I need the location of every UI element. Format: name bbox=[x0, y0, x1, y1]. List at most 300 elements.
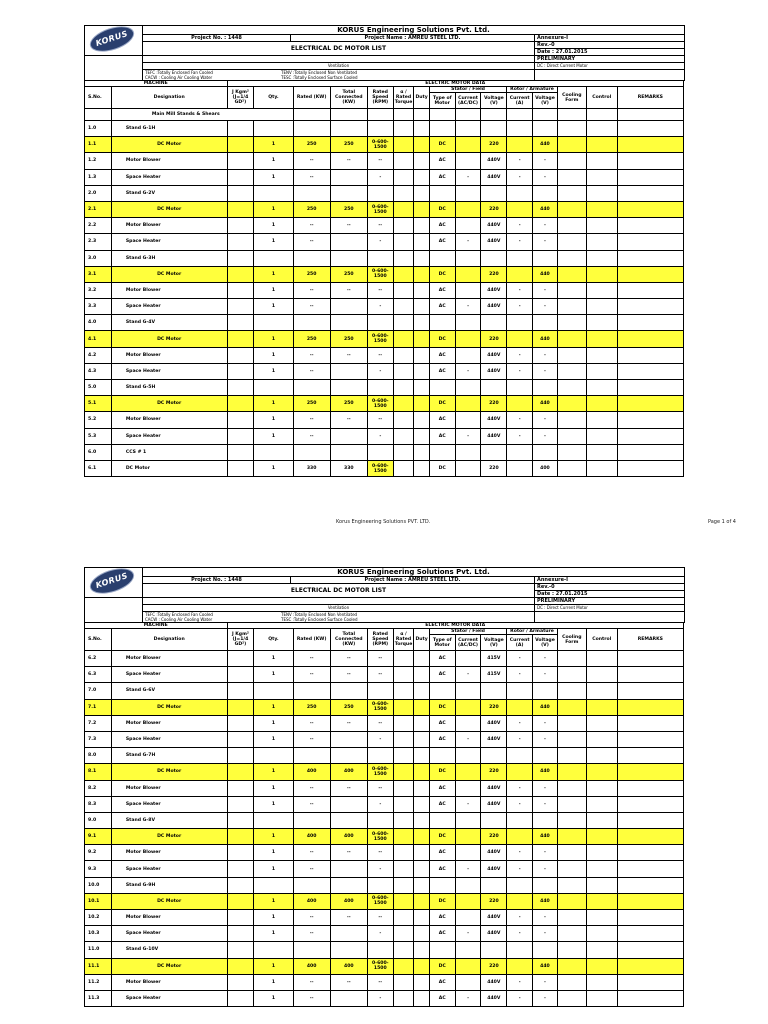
row-empty-cell bbox=[429, 812, 455, 828]
row-rated-speed: 0-600-1500 bbox=[367, 137, 393, 153]
table-row bbox=[85, 667, 684, 683]
row-empty-cell bbox=[429, 250, 455, 266]
row-duty bbox=[414, 974, 429, 990]
row-jkgm bbox=[227, 764, 254, 780]
row-torque bbox=[393, 153, 414, 169]
row-armature-current: - bbox=[507, 796, 533, 812]
row-motor-type: AC bbox=[429, 845, 455, 861]
row-current-acdc bbox=[455, 153, 481, 169]
table-row bbox=[85, 845, 684, 861]
row-torque bbox=[393, 974, 414, 990]
row-empty-cell bbox=[330, 877, 367, 893]
row-control bbox=[586, 651, 617, 667]
row-remarks bbox=[617, 667, 683, 683]
project-no: Project No. : 1448 bbox=[143, 35, 291, 42]
row-armature-current: - bbox=[507, 363, 533, 379]
row-voltage: 440V bbox=[481, 363, 507, 379]
row-current-acdc bbox=[455, 845, 481, 861]
row-empty-cell bbox=[367, 812, 393, 828]
table-row bbox=[85, 829, 684, 845]
row-total-kw bbox=[330, 990, 367, 1006]
row-sno: 7.3 bbox=[85, 731, 112, 747]
row-empty-cell bbox=[455, 942, 481, 958]
row-rated-kw: -- bbox=[293, 990, 330, 1006]
row-designation: Motor Blower bbox=[111, 153, 227, 169]
row-empty-cell bbox=[414, 185, 429, 201]
row-rated-speed: -- bbox=[367, 780, 393, 796]
row-designation: Space Heater bbox=[111, 731, 227, 747]
row-empty-cell bbox=[507, 812, 533, 828]
row-designation: Stand G-5H bbox=[111, 380, 227, 396]
row-empty-cell bbox=[254, 812, 293, 828]
table-row bbox=[85, 926, 684, 942]
row-empty-cell bbox=[293, 444, 330, 460]
row-rated-kw: -- bbox=[293, 651, 330, 667]
row-armature-voltage: 440 bbox=[533, 137, 558, 153]
row-current-acdc: - bbox=[455, 731, 481, 747]
row-qty: 1 bbox=[254, 667, 293, 683]
row-current-acdc bbox=[455, 218, 481, 234]
row-remarks bbox=[617, 796, 683, 812]
col-rated-kw: Rated (KW) bbox=[293, 629, 330, 651]
row-armature-current bbox=[507, 958, 533, 974]
row-jkgm bbox=[227, 715, 254, 731]
row-empty-cell bbox=[367, 942, 393, 958]
row-jkgm bbox=[227, 201, 254, 217]
row-armature-voltage: - bbox=[533, 926, 558, 942]
row-control bbox=[586, 460, 617, 476]
row-armature-voltage: - bbox=[533, 845, 558, 861]
row-motor-type: AC bbox=[429, 282, 455, 298]
row-qty: 1 bbox=[254, 460, 293, 476]
row-sno: 5.0 bbox=[85, 380, 112, 396]
row-control bbox=[586, 731, 617, 747]
row-empty-cell bbox=[617, 683, 683, 699]
row-remarks bbox=[617, 910, 683, 926]
row-empty-cell bbox=[293, 380, 330, 396]
row-sno: 8.2 bbox=[85, 780, 112, 796]
row-empty-cell bbox=[330, 121, 367, 137]
row-sno: 5.1 bbox=[85, 396, 112, 412]
table-row bbox=[85, 812, 684, 828]
table-row bbox=[85, 796, 684, 812]
row-empty-cell bbox=[455, 380, 481, 396]
row-empty-cell bbox=[586, 444, 617, 460]
row-total-kw: 400 bbox=[330, 764, 367, 780]
row-control bbox=[586, 796, 617, 812]
row-empty-cell bbox=[557, 121, 586, 137]
row-armature-current: - bbox=[507, 282, 533, 298]
row-torque bbox=[393, 396, 414, 412]
row-armature-voltage: - bbox=[533, 667, 558, 683]
col-armature: Rotor / Armature bbox=[507, 629, 558, 635]
row-jkgm bbox=[227, 347, 254, 363]
row-armature-current: - bbox=[507, 910, 533, 926]
row-cooling bbox=[557, 460, 586, 476]
table-row bbox=[85, 315, 684, 331]
row-jkgm bbox=[227, 363, 254, 379]
row-empty-cell bbox=[293, 315, 330, 331]
row-duty bbox=[414, 218, 429, 234]
row-current-acdc: - bbox=[455, 234, 481, 250]
row-duty bbox=[414, 331, 429, 347]
row-duty bbox=[414, 699, 429, 715]
row-sno: 3.2 bbox=[85, 282, 112, 298]
row-rated-speed: - bbox=[367, 363, 393, 379]
row-voltage: 220 bbox=[481, 958, 507, 974]
row-torque bbox=[393, 299, 414, 315]
row-total-kw bbox=[330, 299, 367, 315]
row-remarks bbox=[617, 764, 683, 780]
row-designation: Stand G-3H bbox=[111, 250, 227, 266]
row-total-kw: 250 bbox=[330, 331, 367, 347]
col-remarks: REMARKS bbox=[617, 629, 683, 651]
row-cooling bbox=[557, 412, 586, 428]
row-remarks bbox=[617, 428, 683, 444]
row-designation: DC Motor bbox=[111, 201, 227, 217]
row-control bbox=[586, 218, 617, 234]
row-total-kw bbox=[330, 234, 367, 250]
row-current-acdc bbox=[455, 893, 481, 909]
row-total-kw bbox=[330, 363, 367, 379]
row-designation: Space Heater bbox=[111, 796, 227, 812]
row-control bbox=[586, 893, 617, 909]
row-total-kw: -- bbox=[330, 780, 367, 796]
row-empty-cell bbox=[227, 812, 254, 828]
row-rated-kw: 400 bbox=[293, 958, 330, 974]
row-rated-speed: -- bbox=[367, 667, 393, 683]
table-row bbox=[85, 893, 684, 909]
table-row bbox=[85, 764, 684, 780]
row-control bbox=[586, 990, 617, 1006]
row-rated-kw: -- bbox=[293, 169, 330, 185]
row-designation: Stand G-1H bbox=[111, 121, 227, 137]
col-jkgm: J Kgm² (J=1/4 GD²) bbox=[227, 629, 254, 651]
row-remarks bbox=[617, 990, 683, 1006]
row-control bbox=[586, 412, 617, 428]
row-voltage: 220 bbox=[481, 893, 507, 909]
row-empty-cell bbox=[617, 250, 683, 266]
row-torque bbox=[393, 137, 414, 153]
row-torque bbox=[393, 428, 414, 444]
row-jkgm bbox=[227, 926, 254, 942]
row-voltage: 440V bbox=[481, 731, 507, 747]
table-row bbox=[85, 683, 684, 699]
row-empty-cell bbox=[429, 380, 455, 396]
row-voltage: 220 bbox=[481, 396, 507, 412]
row-jkgm bbox=[227, 234, 254, 250]
row-armature-voltage: - bbox=[533, 169, 558, 185]
row-rated-speed: -- bbox=[367, 282, 393, 298]
row-designation: Space Heater bbox=[111, 990, 227, 1006]
row-armature-current: - bbox=[507, 926, 533, 942]
row-empty-cell bbox=[227, 877, 254, 893]
row-rated-speed: - bbox=[367, 990, 393, 1006]
row-motor-type: AC bbox=[429, 153, 455, 169]
row-empty-cell bbox=[414, 380, 429, 396]
row-voltage: 440V bbox=[481, 974, 507, 990]
row-designation: DC Motor bbox=[111, 331, 227, 347]
row-empty-cell bbox=[481, 683, 507, 699]
row-control bbox=[586, 169, 617, 185]
row-voltage: 440V bbox=[481, 169, 507, 185]
row-cooling bbox=[557, 347, 586, 363]
row-torque bbox=[393, 218, 414, 234]
row-motor-type: DC bbox=[429, 396, 455, 412]
row-empty-cell bbox=[330, 444, 367, 460]
row-duty bbox=[414, 234, 429, 250]
row-qty: 1 bbox=[254, 926, 293, 942]
row-remarks bbox=[617, 234, 683, 250]
row-designation: Motor Blower bbox=[111, 974, 227, 990]
col-qty: Qty. bbox=[254, 87, 293, 109]
table-row bbox=[85, 347, 684, 363]
row-empty-cell bbox=[254, 121, 293, 137]
row-voltage: 440V bbox=[481, 412, 507, 428]
row-armature-current bbox=[507, 699, 533, 715]
row-empty-cell bbox=[393, 250, 414, 266]
row-jkgm bbox=[227, 153, 254, 169]
row-control bbox=[586, 282, 617, 298]
row-empty-cell bbox=[393, 121, 414, 137]
row-control bbox=[586, 974, 617, 990]
row-empty-cell bbox=[393, 812, 414, 828]
row-torque bbox=[393, 861, 414, 877]
row-empty-cell bbox=[227, 315, 254, 331]
row-sno: 7.1 bbox=[85, 699, 112, 715]
table-row bbox=[85, 412, 684, 428]
row-empty-cell bbox=[481, 812, 507, 828]
row-remarks bbox=[617, 731, 683, 747]
row-qty: 1 bbox=[254, 699, 293, 715]
row-total-kw: -- bbox=[330, 910, 367, 926]
row-current-acdc bbox=[455, 699, 481, 715]
row-rated-kw: 400 bbox=[293, 764, 330, 780]
row-sno: 4.2 bbox=[85, 347, 112, 363]
row-duty bbox=[414, 910, 429, 926]
row-motor-type: AC bbox=[429, 861, 455, 877]
row-current-acdc bbox=[455, 460, 481, 476]
row-empty-cell bbox=[227, 380, 254, 396]
row-empty-cell bbox=[227, 121, 254, 137]
row-current-acdc: - bbox=[455, 299, 481, 315]
row-duty bbox=[414, 347, 429, 363]
row-current-acdc bbox=[455, 715, 481, 731]
row-rated-kw: -- bbox=[293, 363, 330, 379]
row-duty bbox=[414, 169, 429, 185]
row-armature-voltage: - bbox=[533, 347, 558, 363]
row-jkgm bbox=[227, 169, 254, 185]
row-cooling bbox=[557, 234, 586, 250]
row-empty-cell bbox=[367, 250, 393, 266]
row-current-acdc: - bbox=[455, 926, 481, 942]
row-torque bbox=[393, 667, 414, 683]
row-duty bbox=[414, 926, 429, 942]
table-row bbox=[85, 137, 684, 153]
row-current-acdc bbox=[455, 201, 481, 217]
row-designation: Motor Blower bbox=[111, 910, 227, 926]
row-armature-voltage: 440 bbox=[533, 829, 558, 845]
row-current-acdc bbox=[455, 958, 481, 974]
row-torque bbox=[393, 412, 414, 428]
row-cooling bbox=[557, 331, 586, 347]
row-designation: Stand G-9H bbox=[111, 877, 227, 893]
row-motor-type: AC bbox=[429, 218, 455, 234]
table-row bbox=[85, 861, 684, 877]
dc-note: DC : Direct Current Motor bbox=[535, 605, 685, 612]
row-control bbox=[586, 845, 617, 861]
row-torque bbox=[393, 764, 414, 780]
row-designation: Space Heater bbox=[111, 299, 227, 315]
row-armature-voltage: 440 bbox=[533, 893, 558, 909]
row-empty-cell bbox=[617, 121, 683, 137]
table-row bbox=[85, 748, 684, 764]
row-jkgm bbox=[227, 667, 254, 683]
row-designation: DC Motor bbox=[111, 893, 227, 909]
company-name: KORUS Engineering Solutions Pvt. Ltd. bbox=[143, 568, 685, 577]
row-cooling bbox=[557, 396, 586, 412]
korus-logo: KORUS bbox=[87, 568, 138, 598]
row-jkgm bbox=[227, 331, 254, 347]
row-voltage: 440V bbox=[481, 715, 507, 731]
row-remarks bbox=[617, 651, 683, 667]
row-empty-cell bbox=[393, 942, 414, 958]
row-motor-type: DC bbox=[429, 137, 455, 153]
col-jkgm: J Kgm² (J=1/4 GD²) bbox=[227, 87, 254, 109]
row-jkgm bbox=[227, 845, 254, 861]
row-sno: 5.3 bbox=[85, 428, 112, 444]
row-qty: 1 bbox=[254, 893, 293, 909]
row-sno: 5.2 bbox=[85, 412, 112, 428]
row-sno: 7.2 bbox=[85, 715, 112, 731]
row-rated-speed: 0-600-1500 bbox=[367, 201, 393, 217]
row-cooling bbox=[557, 974, 586, 990]
row-designation: Space Heater bbox=[111, 667, 227, 683]
row-cooling bbox=[557, 796, 586, 812]
row-rated-speed: 0-600-1500 bbox=[367, 829, 393, 845]
row-rated-kw: -- bbox=[293, 234, 330, 250]
row-current-acdc bbox=[455, 651, 481, 667]
row-qty: 1 bbox=[254, 169, 293, 185]
row-jkgm bbox=[227, 699, 254, 715]
row-total-kw bbox=[330, 428, 367, 444]
row-total-kw: 250 bbox=[330, 699, 367, 715]
row-empty-cell bbox=[455, 748, 481, 764]
row-voltage: 440V bbox=[481, 299, 507, 315]
row-cooling bbox=[557, 893, 586, 909]
row-designation: Motor Blower bbox=[111, 218, 227, 234]
row-current-acdc: - bbox=[455, 990, 481, 1006]
row-empty-cell bbox=[254, 942, 293, 958]
row-designation: Stand G-6V bbox=[111, 683, 227, 699]
footer-page-number: Page 1 of 4 bbox=[707, 519, 736, 525]
row-duty bbox=[414, 893, 429, 909]
row-qty: 1 bbox=[254, 974, 293, 990]
row-duty bbox=[414, 428, 429, 444]
row-empty-cell bbox=[367, 683, 393, 699]
row-duty bbox=[414, 990, 429, 1006]
row-total-kw: -- bbox=[330, 667, 367, 683]
row-armature-current bbox=[507, 829, 533, 845]
row-torque bbox=[393, 266, 414, 282]
row-empty-cell bbox=[617, 185, 683, 201]
row-armature-current bbox=[507, 893, 533, 909]
row-motor-type: AC bbox=[429, 428, 455, 444]
row-motor-type: DC bbox=[429, 201, 455, 217]
row-cooling bbox=[557, 218, 586, 234]
row-empty-cell bbox=[293, 185, 330, 201]
row-empty-cell bbox=[586, 748, 617, 764]
row-sno: 8.3 bbox=[85, 796, 112, 812]
row-control bbox=[586, 780, 617, 796]
row-empty-cell bbox=[455, 250, 481, 266]
row-empty-cell bbox=[533, 812, 558, 828]
row-rated-kw: -- bbox=[293, 282, 330, 298]
row-qty: 1 bbox=[254, 958, 293, 974]
row-rated-kw: -- bbox=[293, 780, 330, 796]
row-duty bbox=[414, 796, 429, 812]
row-empty-cell bbox=[481, 380, 507, 396]
row-empty-cell bbox=[586, 942, 617, 958]
table-row bbox=[85, 380, 684, 396]
row-rated-speed: -- bbox=[367, 218, 393, 234]
row-voltage: 220 bbox=[481, 137, 507, 153]
row-empty-cell bbox=[414, 877, 429, 893]
row-motor-type: DC bbox=[429, 460, 455, 476]
row-empty-cell bbox=[586, 250, 617, 266]
row-qty: 1 bbox=[254, 331, 293, 347]
row-designation: Stand G-2V bbox=[111, 185, 227, 201]
row-rated-speed: 0-600-1500 bbox=[367, 331, 393, 347]
row-qty: 1 bbox=[254, 829, 293, 845]
row-sno: 9.1 bbox=[85, 829, 112, 845]
row-armature-voltage: - bbox=[533, 780, 558, 796]
col-rated-speed: Rated Speed (RPM) bbox=[367, 87, 393, 109]
row-control bbox=[586, 137, 617, 153]
row-torque bbox=[393, 731, 414, 747]
row-control bbox=[586, 234, 617, 250]
row-designation: DC Motor bbox=[111, 699, 227, 715]
row-rated-kw: -- bbox=[293, 347, 330, 363]
row-control bbox=[586, 764, 617, 780]
row-empty-cell bbox=[557, 250, 586, 266]
row-sno: 1.3 bbox=[85, 169, 112, 185]
korus-logo: KORUS bbox=[87, 26, 138, 56]
row-empty-cell bbox=[507, 942, 533, 958]
row-empty-cell bbox=[254, 250, 293, 266]
row-empty-cell bbox=[507, 250, 533, 266]
row-armature-voltage: - bbox=[533, 861, 558, 877]
row-empty-cell bbox=[507, 444, 533, 460]
row-empty-cell bbox=[507, 748, 533, 764]
row-voltage: 440V bbox=[481, 910, 507, 926]
row-rated-speed: 0-600-1500 bbox=[367, 764, 393, 780]
row-armature-voltage: - bbox=[533, 731, 558, 747]
row-motor-type: AC bbox=[429, 780, 455, 796]
row-control bbox=[586, 428, 617, 444]
row-empty-cell bbox=[429, 121, 455, 137]
row-qty: 1 bbox=[254, 299, 293, 315]
row-remarks bbox=[617, 974, 683, 990]
project-no: Project No. : 1448 bbox=[143, 577, 291, 584]
row-torque bbox=[393, 201, 414, 217]
row-armature-current: - bbox=[507, 667, 533, 683]
ventilation-legend: TEFC :Totally Enclosed Fan Cooled TENV :Totally Enclosed Non Ventilated CACW : Cooling Air Cooling Water TESC :Totally Enclosed Surface Cooled bbox=[143, 612, 535, 623]
row-empty-cell bbox=[367, 748, 393, 764]
row-armature-current: - bbox=[507, 974, 533, 990]
row-remarks bbox=[617, 331, 683, 347]
row-rated-speed: - bbox=[367, 169, 393, 185]
